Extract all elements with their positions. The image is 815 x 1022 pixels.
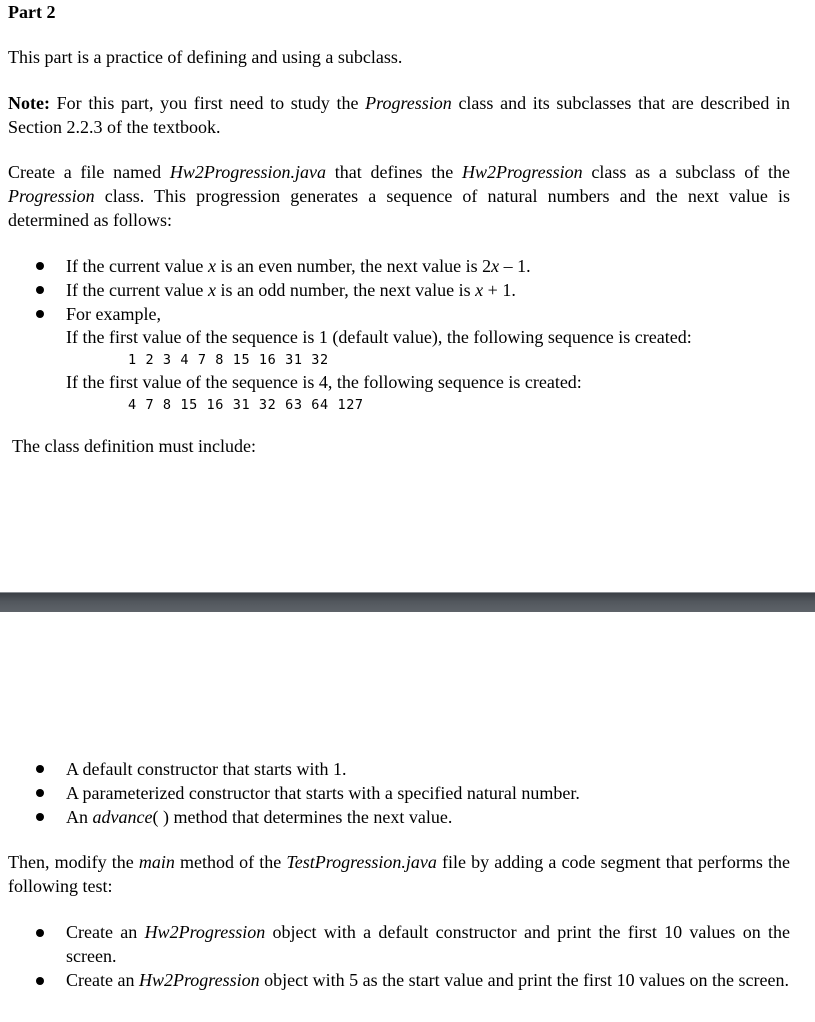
test-start-five	[66, 968, 790, 992]
main-method-name: main	[138, 852, 175, 872]
create-paragraph	[8, 160, 790, 232]
var-x: x	[475, 280, 484, 300]
example1-sequence: 1 2 3 4 7 8 15 16 31 32	[128, 352, 329, 368]
rule-even-text-2: is an even number, the next value is 2	[215, 256, 492, 276]
rule-odd-text-3: + 1.	[483, 280, 516, 300]
rule-even-text: If the current value	[66, 256, 208, 276]
test-default	[66, 920, 790, 968]
example1-text: If the first value of the sequence is 1 (default value), the following sequence is created:	[66, 327, 692, 347]
test-start-text-2: object with 5 as the start value and print the first 10 values on the screen.	[259, 970, 790, 990]
create-text-2: that defines the	[326, 162, 462, 182]
note-text: For this part, you first need to study the	[49, 93, 366, 113]
advance-method-name: advance	[92, 807, 153, 827]
rule-odd	[66, 278, 790, 302]
test-start-text: Create an	[66, 970, 139, 990]
test-class-name: Hw2Progression	[144, 922, 266, 942]
then-paragraph	[8, 850, 790, 898]
var-x: x	[207, 280, 216, 300]
example2-sequence: 4 7 8 15 16 31 32 63 64 127	[128, 397, 364, 413]
then-text: Then, modify the	[8, 852, 139, 872]
bullet-icon	[36, 286, 44, 294]
test-file-name: TestProgression.java	[286, 852, 437, 872]
test-default-text-2: object with a default constructor and print the first 10 values on the screen.	[66, 922, 790, 966]
include-default-constructor: A default constructor that starts with 1.	[66, 759, 347, 779]
note-text-end: class and its subclasses that are described in Section 2.2.3 of the textbook.	[8, 93, 791, 137]
create-class-name: Hw2Progression	[461, 162, 583, 182]
example2-text: If the first value of the sequence is 4, the following sequence is created:	[66, 372, 582, 392]
test-default-text: Create an	[66, 922, 145, 942]
rule-even-text-3: – 1.	[499, 256, 531, 276]
create-text-3: class as a subclass of the	[582, 162, 790, 182]
page-title: Part 2	[8, 2, 56, 22]
create-text-4: class. This progression generates a sequence of natural numbers and the next value is determined as follows:	[8, 186, 790, 230]
then-text-2: method of the	[174, 852, 287, 872]
note-class-name: Progression	[365, 93, 452, 113]
bullet-icon	[36, 977, 44, 985]
bullet-icon	[36, 929, 44, 937]
rule-odd-text-2: is an odd number, the next value is	[215, 280, 476, 300]
create-parent-name: Progression	[8, 186, 95, 206]
create-file-name: Hw2Progression.java	[169, 162, 327, 182]
intro-paragraph: This part is a practice of defining and using a subclass.	[8, 47, 403, 67]
bullet-icon	[36, 789, 44, 797]
rule-odd-text: If the current value	[66, 280, 208, 300]
then-text-3: file by adding a code segment that performs the following test:	[8, 852, 790, 896]
example-label: For example,	[66, 304, 161, 324]
include-advance-method	[66, 805, 790, 829]
page-separator	[0, 592, 815, 612]
create-text: Create a file named	[8, 162, 170, 182]
bullet-icon	[36, 262, 44, 270]
bullet-icon	[36, 813, 44, 821]
must-include-heading: The class definition must include:	[12, 436, 256, 456]
include-param-constructor: A parameterized constructor that starts with a specified natural number.	[66, 783, 580, 803]
note-label: Note:	[8, 93, 50, 113]
bullet-icon	[36, 765, 44, 773]
note-paragraph	[8, 91, 790, 139]
include-advance-text: An	[66, 807, 93, 827]
rule-even	[66, 254, 790, 278]
include-advance-text-2: ( ) method that determines the next value.	[152, 807, 453, 827]
var-x: x	[207, 256, 216, 276]
test-class-name: Hw2Progression	[138, 970, 260, 990]
var-x: x	[491, 256, 500, 276]
bullet-icon	[36, 310, 44, 318]
